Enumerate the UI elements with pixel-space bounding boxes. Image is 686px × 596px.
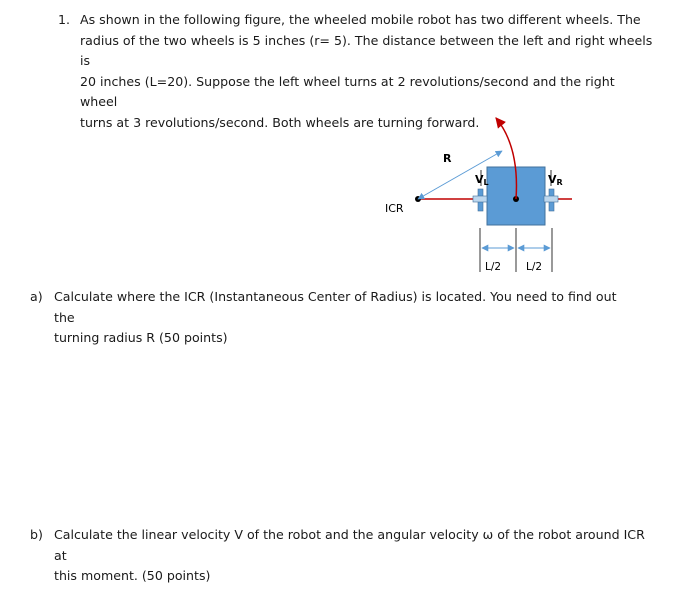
label-r: R <box>443 152 452 165</box>
question-line-3: 20 inches (L=20). Suppose the left wheel turns at 2 revolutions/second and the right wheel <box>80 73 615 109</box>
part-b-text <box>54 525 654 587</box>
label-half-right: L/2 <box>526 261 543 273</box>
part-a-text <box>54 287 629 349</box>
part-a-line-1: Calculate where the ICR (Instantaneous Center of Radius) is located. You need to find out the <box>54 289 617 325</box>
left-wheel-hub <box>473 196 487 202</box>
part-b-line-1: Calculate the linear velocity V of the robot and the angular velocity ω of the robot around ICR at <box>54 527 645 563</box>
part-a-label: a) <box>30 289 43 304</box>
label-icr: ICR <box>385 202 404 215</box>
label-vr-main: V <box>548 173 557 186</box>
label-half-left: L/2 <box>485 261 502 273</box>
right-wheel-hub <box>544 196 558 202</box>
robot-figure <box>0 0 686 290</box>
question-number: 1. <box>58 12 71 27</box>
label-vr-sub: R <box>556 178 563 187</box>
question-line-2: radius of the two wheels is 5 inches (r= 5). The distance between the left and right wheels is <box>80 32 653 68</box>
question-line-1: As shown in the following figure, the wheeled mobile robot has two different wheels. The <box>80 12 641 27</box>
label-vr <box>548 173 563 187</box>
question-line-4: turns at 3 revolutions/second. Both wheels are turning forward. <box>80 114 480 130</box>
label-vl-main: V <box>475 173 484 186</box>
part-b-line-2: this moment. (50 points) <box>54 568 211 583</box>
part-a-line-2: turning radius R (50 points) <box>54 330 228 345</box>
label-vl-sub: L <box>483 178 489 187</box>
part-b-label: b) <box>30 527 43 542</box>
